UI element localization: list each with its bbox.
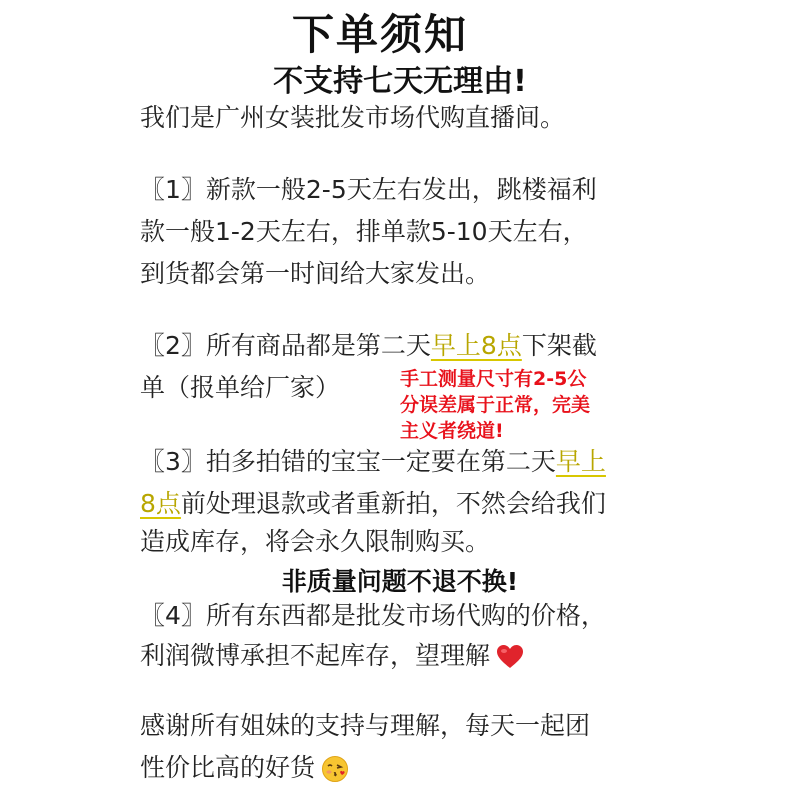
note-line1: 手工测量尺寸有2-5公 (400, 368, 587, 390)
rule3-line1 (140, 444, 606, 480)
rule1-line3: 到货都会第一时间给大家发出。 (140, 259, 491, 288)
page-title: 下单须知 (291, 10, 468, 59)
thanks-line2 (140, 750, 349, 786)
rule4-line2 (140, 638, 524, 674)
rule3-line2-rest: 前处理退款或者重新拍，不然会给我们 (180, 489, 606, 518)
rule4-line1: 〖4〗所有东西都是批发市场代购的价格， (140, 601, 606, 630)
rule3-highlight-part1: 早上 (555, 447, 606, 476)
thanks-line2-text: 性价比高的好货 (140, 753, 316, 782)
note-line2: 分误差属于正常，完美 (400, 394, 591, 416)
rule2-line2: 单（报单给厂家） (140, 373, 341, 402)
rule3-line3: 造成库存，将会永久限制购买。 (140, 527, 491, 556)
rule2-prefix: 〖2〗所有商品都是第二天 (140, 331, 431, 360)
rule2-suffix: 下架截 (521, 331, 597, 360)
rule2-highlight-time: 早上8点 (430, 331, 522, 360)
rule3-line2 (140, 486, 606, 522)
rule2-line1 (140, 328, 597, 364)
red-heart-icon (496, 644, 524, 670)
thanks-line1: 感谢所有姐妹的支持与理解，每天一起团 (140, 711, 591, 740)
intro-text: 我们是广州女装批发市场代购直播间。 (140, 103, 566, 132)
rule4-line2-text: 利润微博承担不起库存，望理解 (140, 641, 491, 670)
rule1-line1: 〖1〗新款一般2-5天左右发出，跳楼福利 (140, 175, 597, 204)
rule1-line2: 款一般1-2天左右，排单款5-10天左右， (140, 217, 588, 246)
rule3-prefix: 〖3〗拍多拍错的宝宝一定要在第二天 (140, 447, 556, 476)
note-line3: 主义者绕道! (400, 420, 504, 442)
subtitle-no-7day-return: 不支持七天无理由! (273, 64, 527, 99)
face-blowing-kiss-icon (321, 755, 349, 783)
no-return-notice: 非质量问题不退不换! (281, 567, 519, 596)
rule3-highlight-part2: 8点 (140, 489, 181, 518)
measurement-note (400, 366, 650, 444)
